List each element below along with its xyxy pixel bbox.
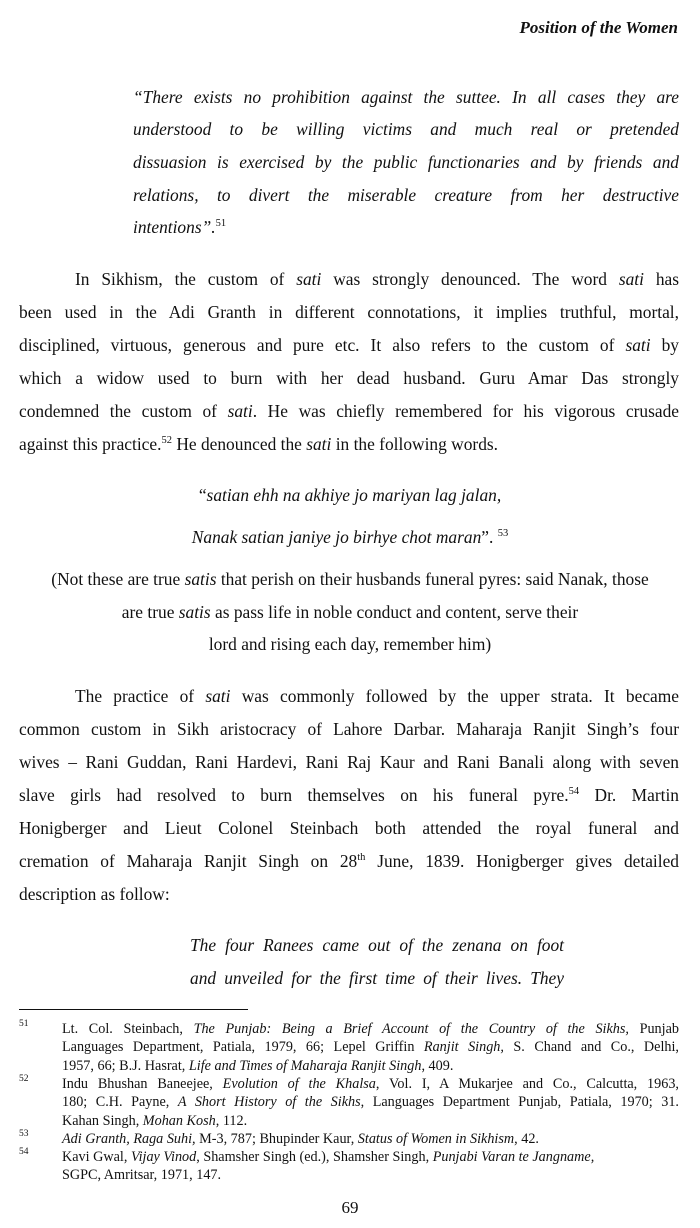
footnote-ref[interactable]: 52 [161, 435, 172, 446]
text: Punjab [628, 1021, 679, 1037]
text: , Shamsher Singh (ed.), Shamsher Singh, [196, 1149, 433, 1165]
quote-line: understood to be willing victims and much real or pretended [133, 119, 679, 139]
text: in the following words. [331, 434, 499, 454]
text: condemned the custom of [19, 401, 228, 421]
footnote-number: 51 [19, 1019, 29, 1029]
italic-term: sati [227, 401, 253, 421]
text: has [643, 269, 680, 289]
translation-line: lord and rising each day, remember him) [208, 634, 492, 654]
text: as pass life in noble conduct and content, serve their [210, 602, 579, 622]
paragraph-line: common custom in Sikh aristocracy of Lahore Darbar. Maharaja Ranjit Singh’s four [19, 719, 679, 739]
footnote-number: 52 [19, 1074, 29, 1084]
translation-line [0, 601, 700, 623]
citation-title: A Short History of the Sikhs [177, 1094, 361, 1111]
footnote-ref[interactable]: 53 [497, 528, 509, 539]
italic-term: sati [618, 269, 644, 289]
quote-line: relations, to divert the miserable creature from her destructive [133, 185, 679, 205]
quote-text: intentions”. [133, 217, 216, 237]
text: by [650, 335, 679, 355]
quote-line [133, 216, 226, 238]
text: , 42. [514, 1131, 539, 1147]
footnote-line: SGPC, Amritsar, 1971, 147. [62, 1167, 222, 1184]
quote-line: dissuasion is exercised by the public functionaries and by friends and [133, 152, 679, 172]
text: slave girls had resolved to burn themselves on his funeral pyre. [19, 785, 569, 805]
paragraph-line: wives – Rani Guddan, Rani Hardevi, Rani Raj Kaur and Rani Banali along with seven [19, 752, 679, 772]
text: S. Chand and Co., Delhi, [503, 1039, 679, 1056]
page-number: 69 [341, 1198, 359, 1217]
footnote-line [62, 1075, 679, 1093]
footnote-line [62, 1112, 679, 1130]
paragraph-line: been used in the Adi Granth in different connotations, it implies truthful, mortal, [19, 302, 679, 322]
paragraph-line [75, 268, 679, 290]
text: 180; C.H. Payne, [62, 1094, 178, 1111]
verse-text: Nanak satian janiye jo birhye chot maran [191, 527, 482, 547]
text: , Languages Department Punjab, Patiala, 1970; 31. [360, 1094, 679, 1111]
footnote-text [62, 1075, 679, 1130]
citation-title: Vijay Vinod [130, 1149, 197, 1165]
text: , 112. [215, 1112, 248, 1129]
text: 1957, 66; B.J. Hasrat, [62, 1057, 189, 1074]
footnote-ref[interactable]: 54 [568, 786, 580, 797]
paragraph-line: description as follow: [19, 884, 170, 904]
paragraph-line: which a widow used to burn with her dead husband. Guru Amar Das strongly [19, 368, 679, 388]
quote-line: and unveiled for the first time of their lives. They [190, 968, 564, 988]
running-head: Position of the Women [519, 18, 678, 37]
text: , 409. [421, 1057, 454, 1074]
footnote-text [62, 1148, 679, 1185]
paragraph-line [19, 334, 679, 356]
citation-title: The Punjab: Being a Brief Account of the Country of the Sikhs, [193, 1021, 629, 1037]
citation-title: Evolution of the Khalsa [222, 1076, 376, 1092]
quote-line: “There exists no prohibition against the suttee. In all cases they are [133, 87, 679, 107]
text: cremation of Maharaja Ranjit Singh on 28 [19, 851, 358, 871]
text: was commonly followed by the upper strata. It became [230, 686, 679, 706]
italic-term: satis [184, 569, 217, 589]
quote-line: The four Ranees came out of the zenana on foot [190, 935, 564, 955]
text: Kavi Gwal, [62, 1149, 131, 1165]
paragraph-line: Honigberger and Lieut Colonel Steinbach both attended the royal funeral and [19, 818, 679, 838]
text: are true [121, 602, 179, 622]
text: Lt. Col. Steinbach, [62, 1021, 194, 1037]
footnote-line [62, 1130, 679, 1148]
footnote-text [62, 1020, 679, 1075]
citation-title: Ranjit Singh, [423, 1039, 504, 1056]
text: He denounced the [171, 434, 307, 454]
footnote-separator [19, 1009, 248, 1010]
text: Dr. Martin [579, 785, 679, 805]
text: disciplined, virtuous, generous and pure etc. It also refers to the custom of [19, 335, 626, 355]
verse-text: satian ehh na akhiye jo mariyan lag jalan, [206, 485, 502, 505]
text: M-3, 787; Bhupinder Kaur, [195, 1131, 358, 1147]
verse-line [0, 526, 700, 548]
text: , Vol. I, A Mukarjee and Co., Calcutta, 1963, [375, 1076, 679, 1092]
italic-term: satis [178, 602, 211, 622]
paragraph-line [75, 685, 679, 707]
translation-line [0, 568, 700, 590]
text: Languages Department, Patiala, 1979, 66; Lepel Griffin [62, 1039, 424, 1056]
text: Kahan Singh, [62, 1112, 143, 1129]
footnote-line [62, 1093, 679, 1111]
verse-line [0, 484, 700, 506]
paragraph-line [19, 433, 498, 455]
footnote-number: 53 [19, 1129, 29, 1139]
paragraph-line [19, 850, 679, 872]
text: Indu Bhushan Baneejee, [62, 1076, 223, 1092]
text: was strongly denounced. The word [321, 269, 619, 289]
text: . He was chiefly remembered for his vigorous crusade [252, 401, 679, 421]
footnote-line [62, 1020, 679, 1038]
italic-term: sati [625, 335, 651, 355]
citation-title: Mohan Kosh [142, 1112, 216, 1129]
text: June, 1839. Honigberger gives detailed [365, 851, 680, 871]
text: against this practice. [19, 434, 162, 454]
quote-mark: “ [198, 485, 207, 505]
footnote-text [62, 1130, 679, 1148]
italic-term: sati [205, 686, 231, 706]
text: In Sikhism, the custom of [75, 269, 297, 289]
italic-term: sati [306, 434, 332, 454]
paragraph-line [19, 784, 679, 806]
footnote-line [62, 1148, 679, 1166]
quote-mark: ”. [481, 527, 498, 547]
paragraph-line [19, 400, 679, 422]
italic-term: sati [296, 269, 322, 289]
text: The practice of [75, 686, 206, 706]
text: that perish on their husbands funeral pyres: said Nanak, those [216, 569, 649, 589]
footnote-ref[interactable]: 51 [215, 218, 227, 229]
footnote-line [62, 1057, 679, 1075]
citation-title: Punjabi Varan te Jangname, [432, 1149, 595, 1165]
footnote-line [62, 1038, 679, 1056]
ordinal-suffix: th [357, 852, 366, 863]
citation-title: Life and Times of Maharaja Ranjit Singh [188, 1057, 422, 1074]
citation-title: Adi Granth, Raga Suhi, [62, 1131, 196, 1147]
citation-title: Status of Women in Sikhism [357, 1131, 515, 1147]
footnote-number: 54 [19, 1147, 29, 1157]
text: (Not these are true [51, 569, 185, 589]
